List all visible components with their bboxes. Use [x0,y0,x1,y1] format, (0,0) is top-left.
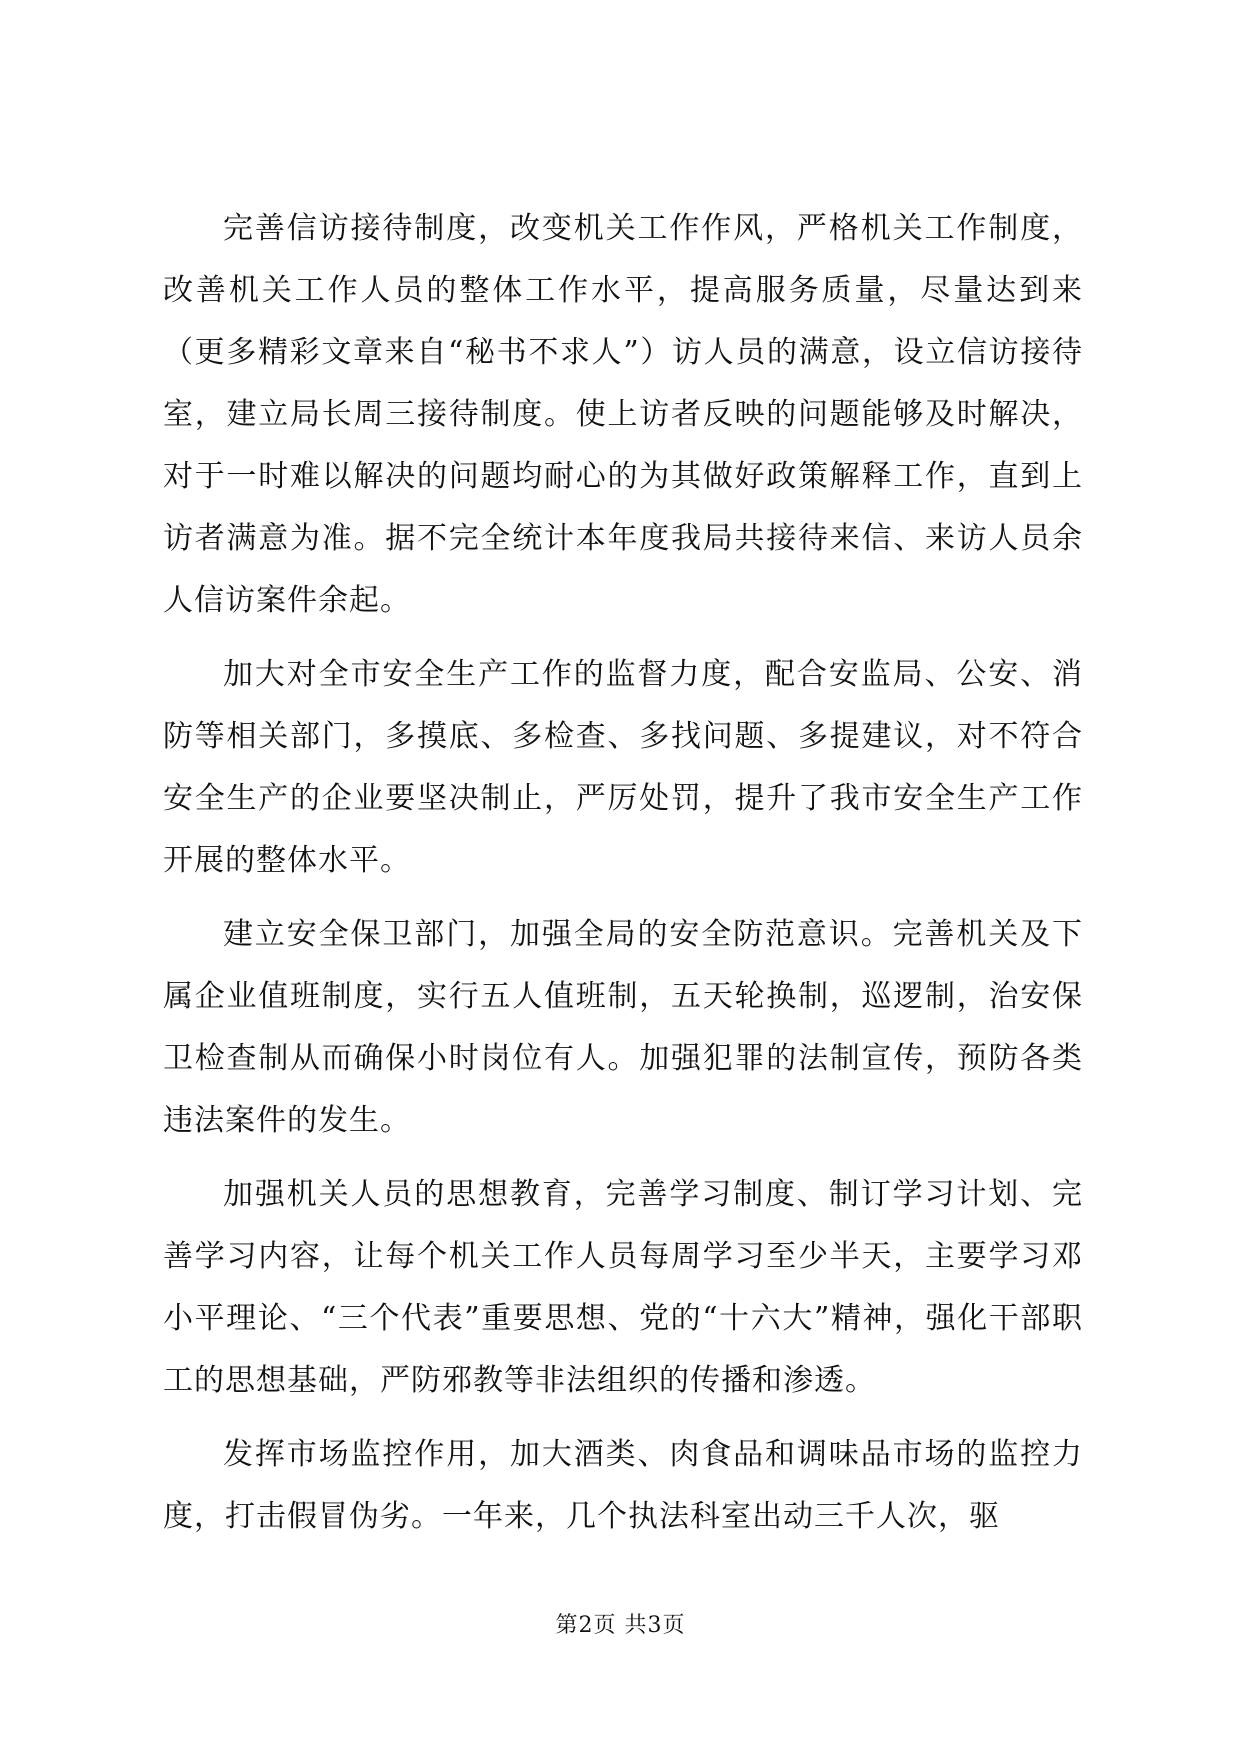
paragraph-petition-reception: 完善信访接待制度，改变机关工作作风，严格机关工作制度，改善机关工作人员的整体工作水平，提高服务质量，尽量达到来（更多精彩文章来自“秘书不求人”）访人员的满意，设立信访接待室，建立局长周三接待制度。使上访者反映的问题能够及时解决，对于一时难以解决的问题均耐心的为其做好政策解释工作，直到上访者满意为准。据不完全统计本年度我局共接待来信、来访人员余人信访案件余起。 [163,211,1083,618]
page-number-footer: 第2页 共3页 [555,1613,686,1638]
paragraph-production-safety: 加大对全市安全生产工作的监督力度，配合安监局、公安、消防等相关部门，多摸底、多检查、多找问题、多提建议，对不符合安全生产的企业要坚决制止，严厉处罚，提升了我市安全生产工作开展的整体水平。 [163,657,1083,878]
paragraph-security-department: 建立安全保卫部门，加强全局的安全防范意识。完善机关及下属企业值班制度，实行五人值班制，五天轮换制，巡逻制，治安保卫检查制从而确保小时岗位有人。加强犯罪的法制宣传，预防各类违法案件的发生。 [163,917,1083,1138]
paragraph-market-monitoring: 发挥市场监控作用，加大酒类、肉食品和调味品市场的监控力度，打击假冒伪劣。一年来，几个执法科室出动三千人次，驱 [163,1437,1083,1534]
paragraph-ideological-education: 加强机关人员的思想教育，完善学习制度、制订学习计划、完善学习内容，让每个机关工作人员每周学习至少半天，主要学习邓小平理论、“三个代表”重要思想、党的“十六大”精神，强化干部职工的思想基础，严防邪教等非法组织的传播和渗透。 [163,1177,1083,1398]
document-body [163,198,1083,1548]
